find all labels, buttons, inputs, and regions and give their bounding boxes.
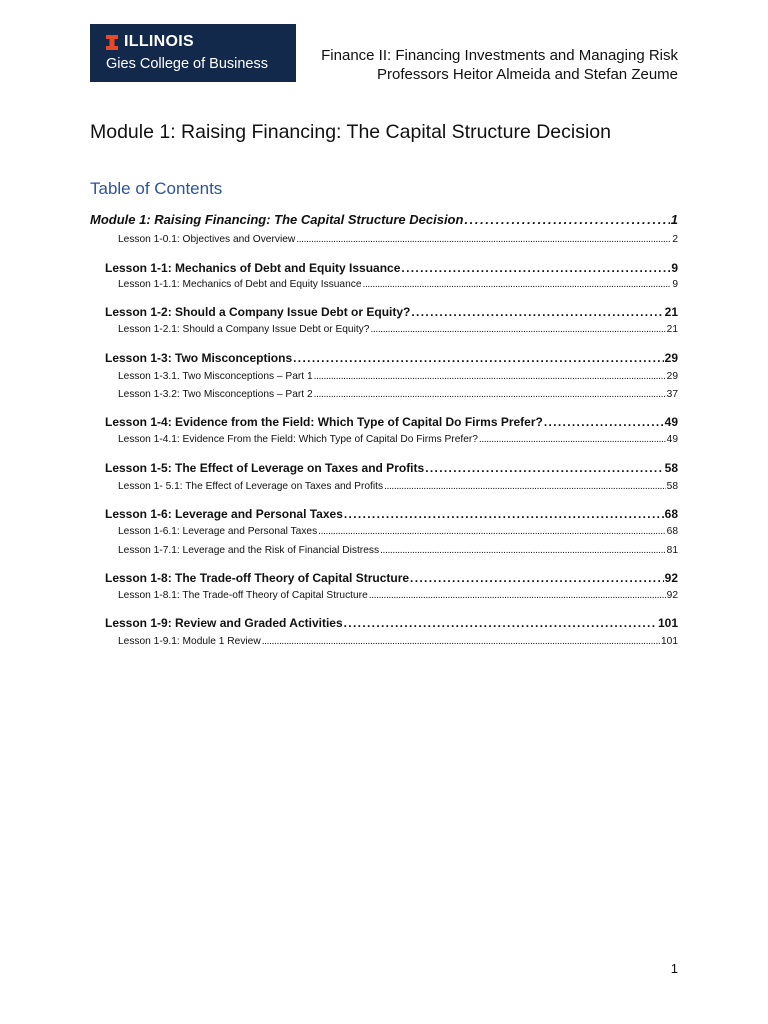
toc-entry-title: Lesson 1-7.1: Leverage and the Risk of Financial Distress: [118, 545, 380, 556]
toc-entry-title: Lesson 1-5: The Effect of Leverage on Taxes and Profits: [105, 461, 425, 475]
toc-entry-page: 101: [657, 616, 678, 630]
toc-entry-title: Lesson 1-9: Review and Graded Activities: [105, 616, 343, 630]
block-i-icon: [106, 35, 118, 50]
toc-entry-title: Lesson 1-1.1: Mechanics of Debt and Equity Issuance: [118, 279, 362, 290]
toc-dot-leader: [479, 434, 666, 445]
toc-dot-leader: [410, 571, 664, 585]
toc-entry[interactable]: [118, 434, 678, 450]
toc-entry[interactable]: [118, 324, 678, 340]
illinois-gies-logo: [90, 24, 296, 82]
toc-entry[interactable]: [118, 279, 678, 295]
toc-dot-leader: [425, 461, 663, 475]
toc-dot-leader: [369, 590, 666, 601]
toc-entry[interactable]: [118, 636, 678, 652]
toc-entry-title: Lesson 1-3.2: Two Misconceptions – Part 2: [118, 389, 313, 400]
professors-line: Professors Heitor Almeida and Stefan Zeume: [377, 66, 678, 83]
toc-entry-page: 101: [661, 636, 678, 647]
toc-entry[interactable]: [105, 415, 678, 431]
toc-entry-page: 68: [664, 507, 678, 521]
toc-entry-title: Lesson 1-4.1: Evidence From the Field: Which Type of Capital Do Firms Prefer?: [118, 434, 478, 445]
toc-entry-title: Lesson 1-4: Evidence from the Field: Which Type of Capital Do Firms Prefer?: [105, 415, 543, 429]
toc-dot-leader: [544, 415, 664, 429]
toc-entry-page: 58: [666, 481, 678, 492]
toc-entry-page: 68: [666, 526, 678, 537]
toc-entry[interactable]: [118, 481, 678, 497]
toc-entry[interactable]: [118, 234, 678, 250]
course-title: Finance II: Financing Investments and Managing Risk: [321, 47, 678, 64]
module-title: Module 1: Raising Financing: The Capital Structure Decision: [90, 121, 611, 143]
toc-entry-title: Lesson 1-8: The Trade-off Theory of Capital Structure: [105, 571, 410, 585]
toc-entry-page: 1: [670, 212, 678, 227]
toc-entry[interactable]: [105, 305, 678, 321]
toc-entry-page: 92: [664, 571, 678, 585]
toc-entry[interactable]: [105, 351, 678, 367]
toc-dot-leader: [370, 324, 665, 335]
toc-entry-title: Lesson 1-8.1: The Trade-off Theory of Capital Structure: [118, 590, 368, 601]
toc-entry-page: 49: [664, 415, 678, 429]
logo-illinois-text: ILLINOIS: [124, 33, 194, 50]
toc-entry-title: Lesson 1-2.1: Should a Company Issue Debt or Equity?: [118, 324, 370, 335]
logo-college-text: Gies College of Business: [106, 56, 268, 72]
toc-dot-leader: [380, 545, 666, 556]
toc-entry-title: Lesson 1- 5.1: The Effect of Leverage on Taxes and Profits: [118, 481, 384, 492]
toc-entry-page: 29: [666, 371, 678, 382]
toc-dot-leader: [318, 526, 665, 537]
toc-entry-page: 81: [666, 545, 678, 556]
toc-entry-title: Lesson 1-0.1: Objectives and Overview: [118, 234, 296, 245]
toc-entry[interactable]: [118, 371, 678, 387]
toc-entry[interactable]: [118, 389, 678, 405]
toc-entry-title: Lesson 1-9.1: Module 1 Review: [118, 636, 261, 647]
toc-dot-leader: [296, 234, 671, 245]
toc-entry-page: 21: [666, 324, 678, 335]
toc-entry[interactable]: [105, 261, 678, 277]
toc-entry[interactable]: [90, 212, 678, 228]
toc-entry-page: 9: [671, 261, 678, 275]
toc-entry-page: 49: [666, 434, 678, 445]
toc-dot-leader: [314, 389, 666, 400]
toc-entry[interactable]: [118, 545, 678, 561]
toc-entry[interactable]: [105, 571, 678, 587]
toc-entry-title: Lesson 1-1: Mechanics of Debt and Equity Issuance: [105, 261, 401, 275]
toc-dot-leader: [293, 351, 664, 365]
toc-dot-leader: [314, 371, 666, 382]
toc-entry[interactable]: [118, 590, 678, 606]
toc-dot-leader: [411, 305, 663, 319]
toc-entry-page: 2: [672, 234, 678, 245]
toc-entry-title: Lesson 1-3: Two Misconceptions: [105, 351, 293, 365]
toc-dot-leader: [384, 481, 666, 492]
toc-entry-page: 29: [664, 351, 678, 365]
toc-entry[interactable]: [118, 526, 678, 542]
toc-entry[interactable]: [105, 616, 678, 632]
toc-entry[interactable]: [105, 461, 678, 477]
toc-dot-leader: [344, 616, 657, 630]
toc-dot-leader: [464, 212, 669, 227]
toc-dot-leader: [363, 279, 672, 290]
toc-entry-title: Lesson 1-6.1: Leverage and Personal Taxes: [118, 526, 318, 537]
toc-entry-page: 9: [672, 279, 678, 290]
toc-entry-page: 37: [666, 389, 678, 400]
toc-entry-page: 58: [664, 461, 678, 475]
toc-dot-leader: [401, 261, 670, 275]
toc-entry-title: Lesson 1-2: Should a Company Issue Debt or Equity?: [105, 305, 411, 319]
toc-heading: Table of Contents: [90, 179, 223, 198]
toc-entry-title: Module 1: Raising Financing: The Capital Structure Decision: [90, 212, 464, 227]
page-number: 1: [670, 961, 678, 976]
toc-entry-title: Lesson 1-6: Leverage and Personal Taxes: [105, 507, 343, 521]
toc-entry-page: 92: [666, 590, 678, 601]
toc-entry-title: Lesson 1-3.1. Two Misconceptions – Part 1: [118, 371, 313, 382]
toc-dot-leader: [262, 636, 660, 647]
toc-entry[interactable]: [105, 507, 678, 523]
toc-dot-leader: [344, 507, 664, 521]
toc-entry-page: 21: [664, 305, 678, 319]
